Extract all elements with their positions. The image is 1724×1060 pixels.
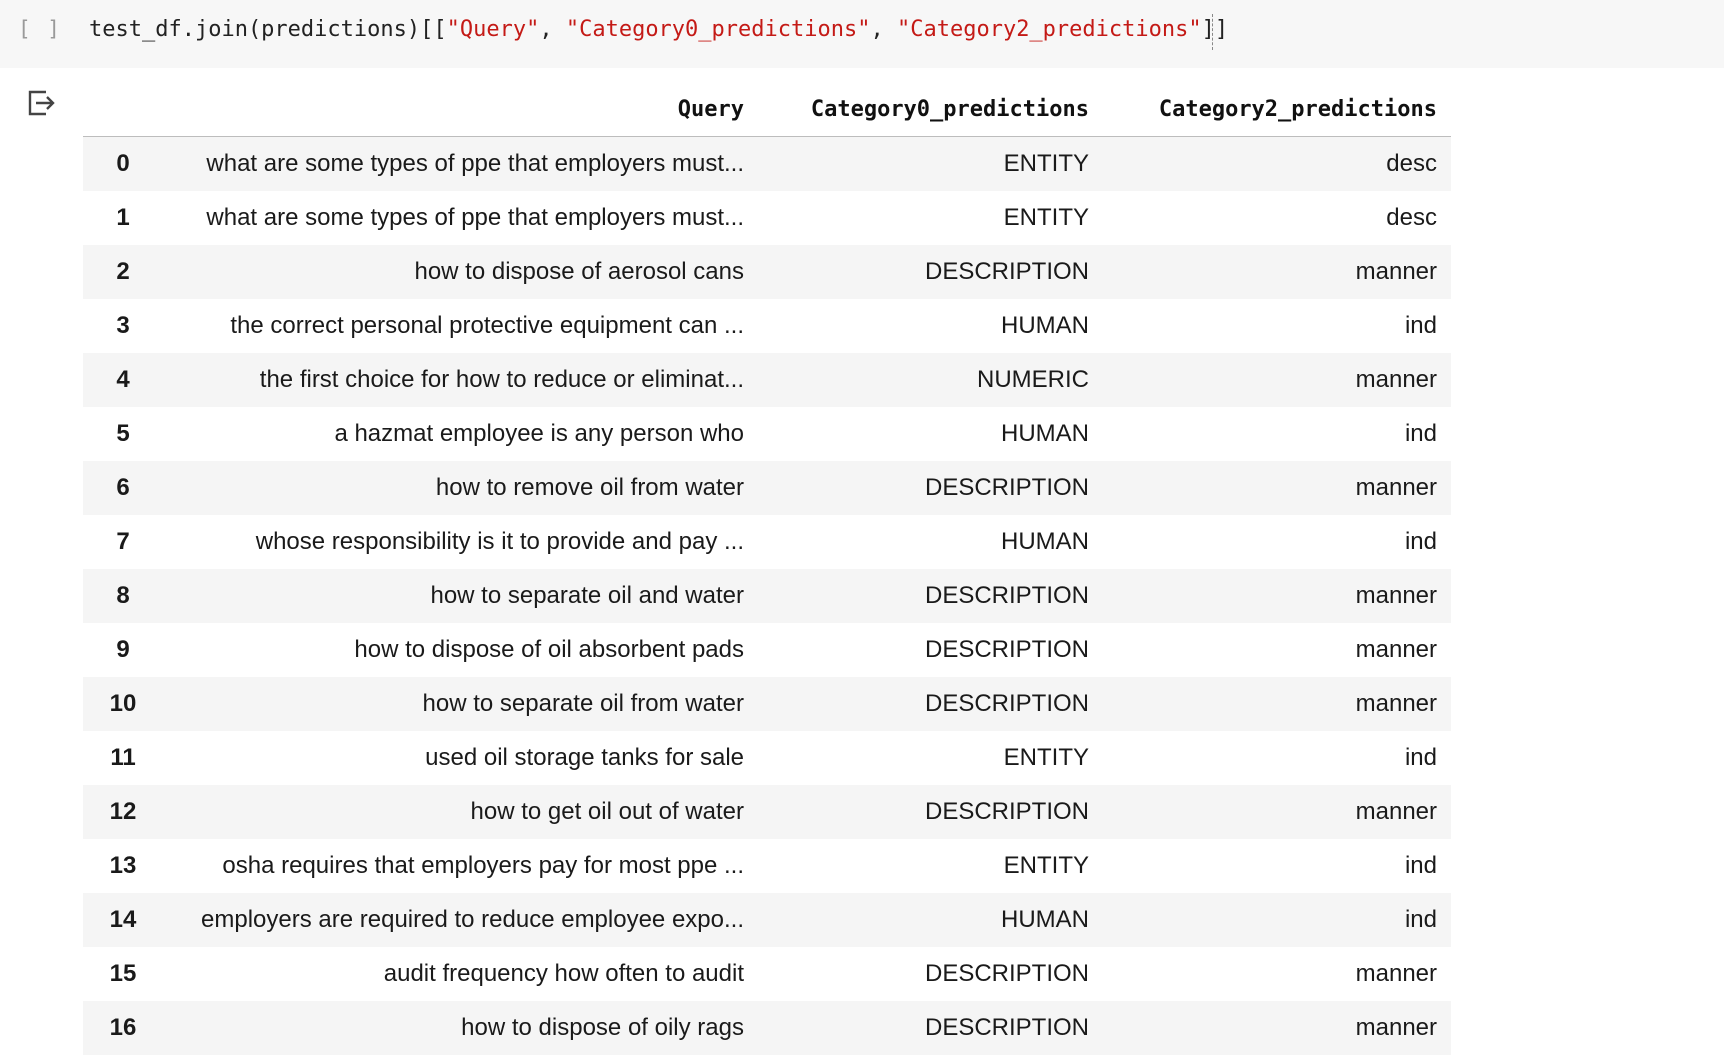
- table-cell: desc: [1386, 204, 1437, 231]
- table-cell: ind: [1404, 852, 1437, 879]
- table-cell: how to separate oil and water: [430, 582, 744, 609]
- output-arrow-icon[interactable]: [26, 88, 56, 118]
- row-index: 6: [116, 474, 130, 501]
- dataframe-table: [83, 82, 1451, 1055]
- table-cell: manner: [1355, 582, 1437, 609]
- row-index: 3: [116, 312, 130, 339]
- table-cell: HUMAN: [1001, 312, 1089, 339]
- table-row: [83, 785, 1451, 839]
- table-cell: how to separate oil from water: [422, 690, 744, 717]
- table-row: [83, 137, 1451, 192]
- table-cell: DESCRIPTION: [924, 636, 1089, 663]
- index-header: [83, 82, 163, 137]
- table-cell: manner: [1355, 258, 1437, 285]
- table-row: [83, 677, 1451, 731]
- table-cell: DESCRIPTION: [924, 1014, 1089, 1041]
- table-row: [83, 731, 1451, 785]
- table-cell: manner: [1355, 636, 1437, 663]
- text-cursor: [1212, 14, 1213, 50]
- table-cell: manner: [1355, 690, 1437, 717]
- table-cell: ind: [1404, 420, 1437, 447]
- table-row: [83, 515, 1451, 569]
- code-editor[interactable]: [89, 17, 1228, 42]
- table-cell: HUMAN: [1001, 528, 1089, 555]
- table-row: [83, 245, 1451, 299]
- table-cell: how to remove oil from water: [435, 474, 744, 501]
- code-text: ,: [870, 17, 897, 42]
- table-row: [83, 839, 1451, 893]
- table-row: [83, 191, 1451, 245]
- table-cell: ENTITY: [1003, 744, 1089, 771]
- table-row: [83, 353, 1451, 407]
- table-cell: how to dispose of aerosol cans: [414, 258, 744, 285]
- table-cell: desc: [1386, 150, 1437, 177]
- table-cell: how to dispose of oil absorbent pads: [354, 636, 744, 663]
- table-cell: what are some types of ppe that employers must...: [206, 150, 744, 177]
- column-header: Category0_predictions: [758, 82, 1103, 137]
- table-cell: DESCRIPTION: [924, 258, 1089, 285]
- row-index: 1: [116, 204, 130, 231]
- table-cell: DESCRIPTION: [924, 474, 1089, 501]
- table-cell: ENTITY: [1003, 204, 1089, 231]
- table-cell: what are some types of ppe that employers must...: [206, 204, 744, 231]
- row-index: 12: [109, 798, 137, 825]
- dataframe-output: [83, 82, 1451, 1055]
- column-header: Category2_predictions: [1103, 82, 1451, 137]
- table-cell: ind: [1404, 744, 1437, 771]
- table-row: [83, 299, 1451, 353]
- table-cell: ENTITY: [1003, 150, 1089, 177]
- table-cell: employers are required to reduce employee expo...: [201, 906, 744, 933]
- run-cell-button[interactable]: [ ]: [18, 17, 62, 41]
- row-index: 8: [116, 582, 130, 609]
- table-cell: ind: [1404, 906, 1437, 933]
- table-cell: manner: [1355, 960, 1437, 987]
- table-cell: DESCRIPTION: [924, 690, 1089, 717]
- table-cell: manner: [1355, 366, 1437, 393]
- table-cell: how to get oil out of water: [470, 798, 744, 825]
- row-index: 10: [109, 690, 137, 717]
- table-cell: audit frequency how often to audit: [383, 960, 744, 987]
- table-cell: whose responsibility is it to provide and pay ...: [255, 528, 744, 555]
- table-cell: how to dispose of oily rags: [461, 1014, 744, 1041]
- table-row: [83, 947, 1451, 1001]
- table-body: [83, 137, 1451, 1056]
- row-index: 2: [116, 258, 130, 285]
- header-row: [83, 82, 1451, 137]
- table-cell: the correct personal protective equipment can ...: [230, 312, 744, 339]
- table-row: [83, 1001, 1451, 1055]
- code-text: ]]: [1201, 17, 1229, 42]
- table-cell: used oil storage tanks for sale: [425, 744, 744, 771]
- table-row: [83, 623, 1451, 677]
- row-index: 5: [116, 420, 130, 447]
- code-string: "Category2_predictions": [896, 17, 1202, 42]
- table-row: [83, 461, 1451, 515]
- code-cell[interactable]: [0, 0, 1724, 68]
- column-header: Query: [163, 82, 758, 137]
- code-text: test_df.join(predictions)[[: [89, 17, 447, 42]
- row-index: 9: [116, 636, 130, 663]
- table-cell: osha requires that employers pay for most ppe ...: [222, 852, 744, 879]
- table-cell: the first choice for how to reduce or eliminat...: [259, 366, 744, 393]
- table-cell: ind: [1404, 312, 1437, 339]
- row-index: 13: [109, 852, 137, 879]
- table-row: [83, 407, 1451, 461]
- table-cell: a hazmat employee is any person who: [334, 420, 744, 447]
- table-cell: DESCRIPTION: [924, 798, 1089, 825]
- table-cell: manner: [1355, 1014, 1437, 1041]
- table-cell: DESCRIPTION: [924, 960, 1089, 987]
- row-index: 4: [116, 366, 130, 393]
- row-index: 15: [109, 960, 137, 987]
- table-cell: DESCRIPTION: [924, 582, 1089, 609]
- table-cell: HUMAN: [1001, 420, 1089, 447]
- row-index: 7: [116, 528, 130, 555]
- code-string: "Category0_predictions": [565, 17, 871, 42]
- code-text: ,: [539, 17, 566, 42]
- table-cell: ENTITY: [1003, 852, 1089, 879]
- row-index: 16: [109, 1014, 137, 1041]
- code-string: "Query": [446, 17, 540, 42]
- table-cell: ind: [1404, 528, 1437, 555]
- row-index: 0: [116, 150, 130, 177]
- table-cell: manner: [1355, 798, 1437, 825]
- table-cell: manner: [1355, 474, 1437, 501]
- table-row: [83, 893, 1451, 947]
- row-index: 11: [110, 744, 136, 771]
- table-cell: HUMAN: [1001, 906, 1089, 933]
- table-row: [83, 569, 1451, 623]
- row-index: 14: [109, 906, 137, 933]
- table-cell: NUMERIC: [977, 366, 1089, 393]
